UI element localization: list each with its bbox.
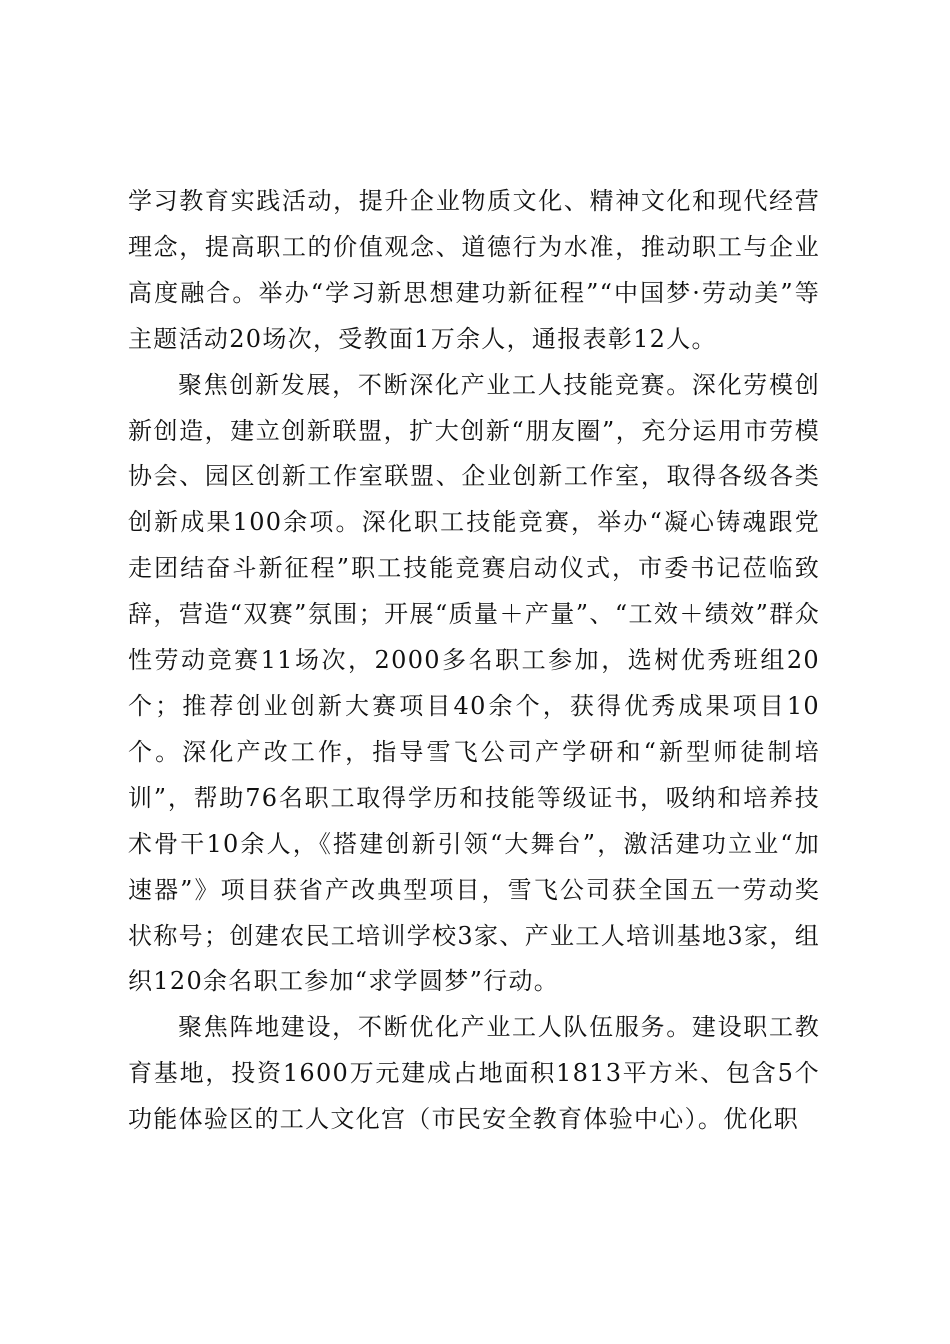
paragraph-innovation: 聚焦创新发展，不断深化产业工人技能竞赛。深化劳模创新创造，建立创新联盟，扩大创新“朋友圈”，充分运用市劳模协会、园区创新工作室联盟、企业创新工作室，取得各级各类创新成果100余项。深化职工技能竞赛，举办“凝心铸魂跟党走团结奋斗新征程”职工技能竞赛启动仪式，市委书记莅临致辞，营造“双赛”氛围；开展“质量＋产量”、“工效＋绩效”群众性劳动竞赛11场次，2000多名职工参加，选树优秀班组20个；推荐创业创新大赛项目40余个，获得优秀成果项目10个。深化产改工作，指导雪飞公司产学研和“新型师徒制培训”，帮助76名职工取得学历和技能等级证书，吸纳和培养技术骨干10余人，《搭建创新引领“大舞台”，激活建功立业“加速器”》项目获省产改典型项目，雪飞公司获全国五一劳动奖状称号；创建农民工培训学校3家、产业工人培训基地3家，组织120余名职工参加“求学圆梦”行动。 [128, 370, 820, 996]
paragraph-continuation: 学习教育实践活动，提升企业物质文化、精神文化和现代经营理念，提高职工的价值观念、道德行为水准，推动职工与企业高度融合。举办“学习新思想建功新征程”“中国梦·劳动美”等主题活动20场次，受教面1万余人，通报表彰12人。 [128, 187, 820, 353]
document-body [128, 179, 820, 1143]
paragraph-facilities: 聚焦阵地建设，不断优化产业工人队伍服务。建设职工教育基地，投资1600万元建成占地面积1813平方米、包含5个功能体验区的工人文化宫（市民安全教育体验中心）。优化职 [128, 1013, 820, 1134]
